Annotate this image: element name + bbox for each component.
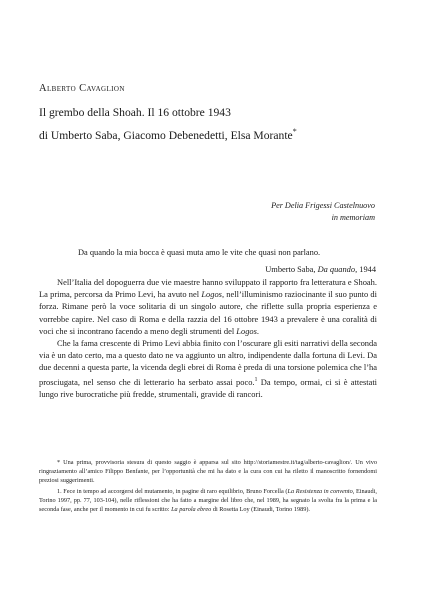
article-body bbox=[39, 276, 377, 400]
p1-text-a: Nell’Italia del dopoguerra due vie maestre hanno sviluppato il rapporto fra letteratura e Shoah. La prima, percorsa da Primo Levi, ha avuto nel bbox=[39, 277, 377, 300]
footnote-1-text-b: , Einaudi, Torino 1997, pp. 77, 103-104), nelle riflessioni che ha fatto a margine del libro che, nel 1989, ha segnato la svolta fra la prima e la seconda fase, anche per il momento in cui fu scritto: bbox=[39, 487, 377, 514]
epigraph-year: , 1944 bbox=[355, 265, 376, 274]
footnote-1-text-a: Fece in tempo ad accorgersi del mutamento, in pagine di raro equilibrio, Bruno Forcella ( bbox=[61, 487, 288, 495]
article-title bbox=[39, 103, 389, 145]
title-line-1: Il grembo della Shoah. Il 16 ottobre 1943 bbox=[39, 106, 231, 119]
footnote-1-text-c: di Rosetta Loy (Einaudi, Torino 1989). bbox=[211, 506, 310, 514]
dedication bbox=[271, 200, 375, 224]
epigraph bbox=[78, 244, 376, 278]
body-paragraph-1 bbox=[39, 276, 377, 337]
footnote-1 bbox=[39, 487, 377, 515]
p1-text-b: , nell’illuminismo raziocinante il suo punto di forza. Rimane però la voce solitaria di un singolo autore, che riflette sulla propria esperienza e vorrebbe capire. Nel caso di Roma e della razzia del 16 ottobre 1943 a prevalere è una coralità di voci che si incontrano facendo a meno degli strumenti del bbox=[39, 289, 377, 336]
footnote-1-marker: 1. bbox=[57, 487, 62, 495]
p1-logos: Logos bbox=[201, 289, 222, 300]
footnote-star bbox=[39, 458, 377, 486]
p1-text-c: . bbox=[256, 325, 260, 336]
epigraph-work: Da quando bbox=[317, 265, 356, 274]
title-line-2-text: di Umberto Saba, Giacomo Debenedetti, Elsa Morante bbox=[39, 128, 293, 142]
p2-text-b: Da tempo, ormai, ci si è attestati lungo rive burocratiche più fredde, strumentali, gravide di rancori. bbox=[39, 376, 378, 399]
footnote-ref-1: 1 bbox=[254, 376, 258, 383]
title-footnote-marker: * bbox=[292, 127, 297, 136]
footnote-star-marker: * bbox=[57, 459, 61, 466]
footnote-star-text: Una prima, provvisoria stesura di questo saggio è apparsa sul sito http://storiamestre.it/tag/alberto-cavaglion/. Un vivo ringraziamento all’amico Filippo Benfante, per l’opportunità che mi ha dato e la cura con cui ha riletto il manoscritto fornendomi preziosi suggerimenti. bbox=[39, 459, 377, 485]
epigraph-author: Umberto Saba, bbox=[265, 265, 316, 274]
article-author: Alberto Cavaglion bbox=[39, 83, 125, 94]
footnotes bbox=[39, 458, 377, 515]
p1-logos-2: Logos bbox=[236, 325, 257, 336]
epigraph-quote: Da quando la mia bocca è quasi muta amo le vite che quasi non parlano. bbox=[78, 248, 321, 257]
dedication-line-1: Per Delia Frigessi Castelnuovo bbox=[271, 201, 375, 210]
footnote-1-work-1: La Resistenza in convento bbox=[287, 487, 353, 495]
p2-text-a: Che la fama crescente di Primo Levi abbia finito con l’oscurare gli esiti narrativi della seconda via è un dato certo, ma a questo dato ne va aggiunto un altro, indipendente dalla fortuna di Levi. Da due decenni a questa parte, la vicenda degli ebrei di Roma è preda di una torsione polemica che l’ha prosciugata, nel senso che di letterario ha serbato assai poco. bbox=[39, 338, 377, 387]
footnote-1-work-2: La parola ebreo bbox=[171, 506, 212, 514]
dedication-line-2: in memoriam bbox=[331, 213, 375, 222]
title-line-2 bbox=[39, 122, 389, 145]
body-paragraph-2 bbox=[39, 337, 377, 400]
